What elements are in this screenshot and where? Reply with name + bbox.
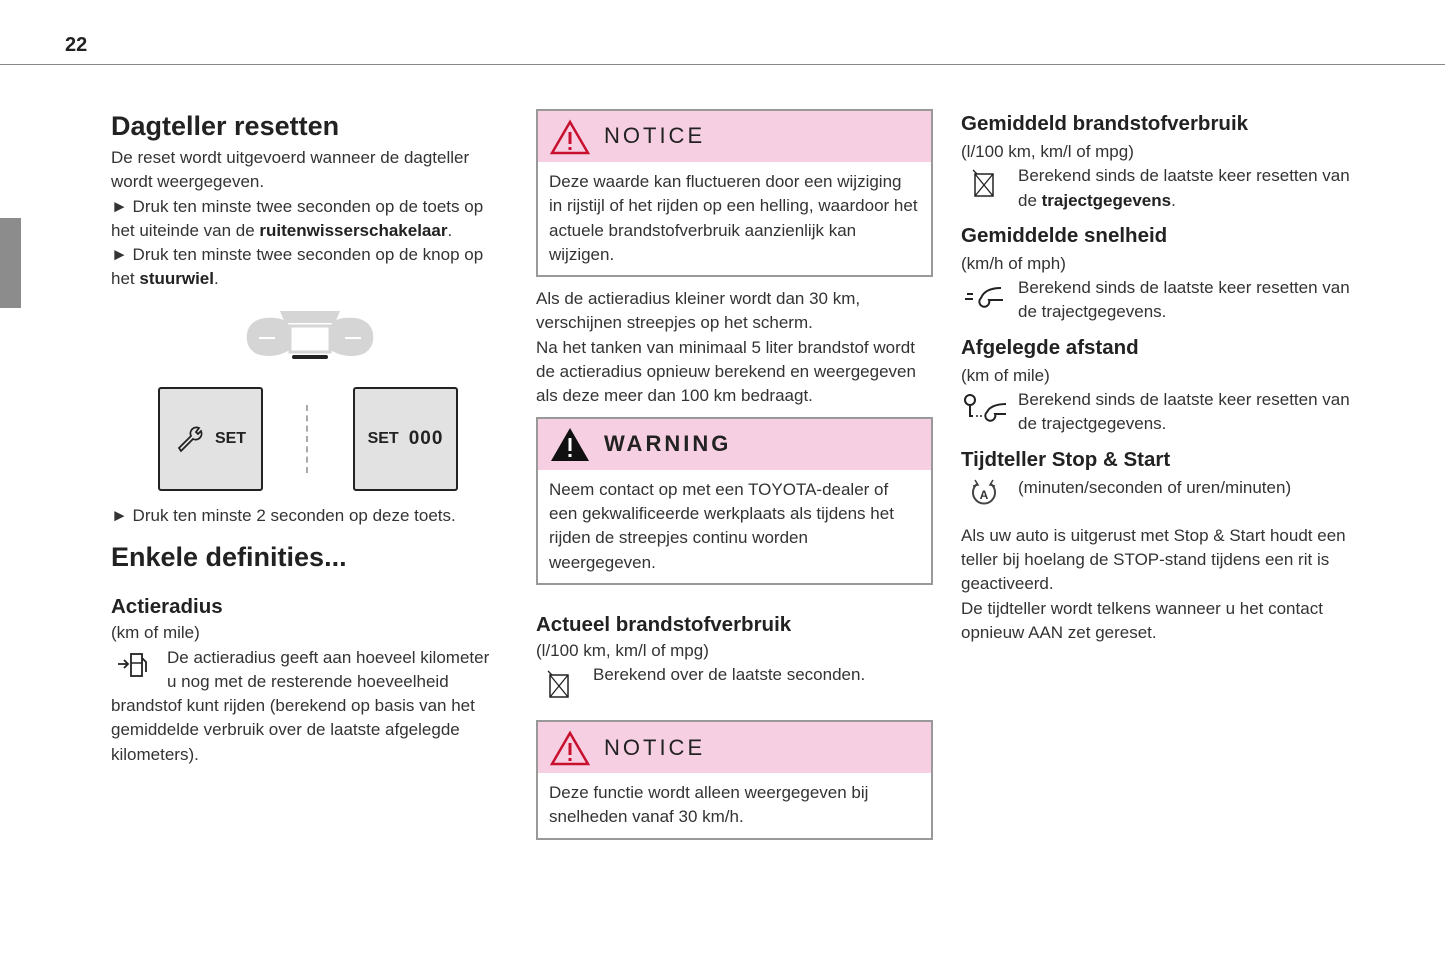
warning-triangle-outline-icon: [550, 730, 590, 766]
warning-label: WARNING: [604, 431, 732, 457]
notice-label: NOTICE: [604, 123, 706, 149]
fuel-can-icon: [546, 669, 572, 699]
range-text: De actieradius geeft aan hoeveel kilometer u nog met de resterende hoeveelheid: [167, 647, 490, 691]
warning-triangle-outline-icon: [550, 119, 590, 155]
paragraph: Als uw auto is uitgerust met Stop & Start houdt een teller bij hoelang de STOP-stand tijdens een rit is geactiveerd.: [961, 525, 1346, 594]
right-column: [961, 110, 1361, 645]
notice-box: [536, 109, 933, 277]
header-rule: [0, 64, 1445, 65]
avg-speed-row: [961, 276, 1361, 325]
chapter-tab: [0, 218, 21, 308]
divider: [306, 405, 308, 473]
distance-text: Berekend sinds de laatste keer resetten van de trajectgegevens.: [1018, 390, 1350, 434]
left-column-lower: [111, 504, 503, 767]
bullet: ► Druk ten minste twee seconden op de toets op het uiteinde van de ruitenwisserschakelaar.: [111, 196, 484, 240]
notice-box: [536, 720, 933, 840]
current-fuel-text: Berekend over de laatste seconden.: [593, 665, 866, 685]
stop-start-icon: [969, 476, 999, 510]
left-column: [111, 110, 503, 292]
subheading: Gemiddeld brandstofverbruik: [961, 112, 1249, 135]
middle-column: [536, 109, 933, 840]
bullet: ► Druk ten minste twee seconden op de knop op het stuurwiel.: [111, 245, 484, 289]
svg-text:A: A: [979, 487, 988, 502]
avg-speed-text: Berekend sinds de laatste keer resetten van de trajectgegevens.: [1018, 278, 1350, 322]
distance-row: [961, 388, 1361, 437]
subheading: Gemiddelde snelheid: [961, 223, 1168, 247]
notice-label: NOTICE: [604, 734, 706, 760]
wrench-icon: [175, 424, 205, 454]
notice-text: Deze waarde kan fluctueren door een wijziging in rijstijl of het rijden op een helling, waardoor het actuele brandstofverbruik aanzienlijk kan wijzigen.: [549, 172, 918, 264]
range-row: [111, 646, 503, 695]
average-speed-icon: [963, 282, 1005, 310]
warning-box: [536, 417, 933, 585]
notice-text: Deze functie wordt alleen weergegeven bij snelheden vanaf 30 km/h.: [549, 783, 869, 827]
unit: (l/100 km, km/l of mpg): [961, 142, 1134, 161]
subheading: Afgelegde afstand: [961, 335, 1139, 359]
warning-text: Neem contact op met een TOYOTA-dealer of een gekwalificeerde werkplaats als tijdens het rijden de streepjes continu worden weergegeven.: [549, 479, 894, 572]
stop-start-row: [961, 476, 1361, 524]
paragraph: Als de actieradius kleiner wordt dan 30 km, verschijnen streepjes op het scherm.: [536, 289, 861, 333]
key-label: SET: [214, 430, 247, 447]
key-label: SET: [367, 430, 399, 447]
warning-triangle-filled-icon: [550, 426, 590, 462]
subheading: Actueel brandstofverbruik: [536, 612, 792, 636]
subheading: Actieradius: [111, 595, 223, 619]
bullet: ► Druk ten minste 2 seconden op deze toets.: [111, 506, 456, 525]
range-text-cont: brandstof kunt rijden (berekend op basis van het gemiddelde verbruik over de laatste afgelegde kilometers).: [111, 696, 475, 764]
fuel-can-icon: [971, 168, 997, 198]
paragraph: Na het tanken van minimaal 5 liter brandstof wordt de actieradius opnieuw berekend en weergegeven als deze meer dan 100 km bedraagt.: [536, 337, 916, 406]
key-value: 000: [408, 428, 444, 449]
unit: (l/100 km, km/l of mpg): [536, 640, 709, 660]
avg-fuel-row: [961, 164, 1361, 213]
page-number: 22: [65, 34, 88, 56]
unit: (km/h of mph): [961, 253, 1066, 273]
fuel-range-icon: [116, 650, 150, 680]
unit: (km of mile): [961, 365, 1050, 385]
section-title: Dagteller resetten: [111, 111, 340, 141]
distance-icon: [961, 392, 1006, 422]
instrument-cluster-illustration: [245, 308, 375, 362]
stop-start-unit: (minuten/seconden of uren/minuten): [1018, 477, 1292, 497]
unit: (km of mile): [111, 623, 200, 643]
current-fuel-row: [536, 663, 933, 709]
section-title: Enkele definities...: [111, 542, 347, 573]
subheading: Tijdteller Stop & Start: [961, 447, 1171, 471]
avg-fuel-text: Berekend sinds de laatste keer resetten van de trajectgegevens.: [1018, 166, 1350, 210]
paragraph: De tijdteller wordt telkens wanneer u het contact opnieuw AAN zet gereset.: [961, 598, 1323, 642]
paragraph: De reset wordt uitgevoerd wanneer de dagteller wordt weergegeven.: [111, 148, 470, 192]
set-button-wrench: [158, 387, 263, 491]
set-button-000: [353, 387, 458, 491]
